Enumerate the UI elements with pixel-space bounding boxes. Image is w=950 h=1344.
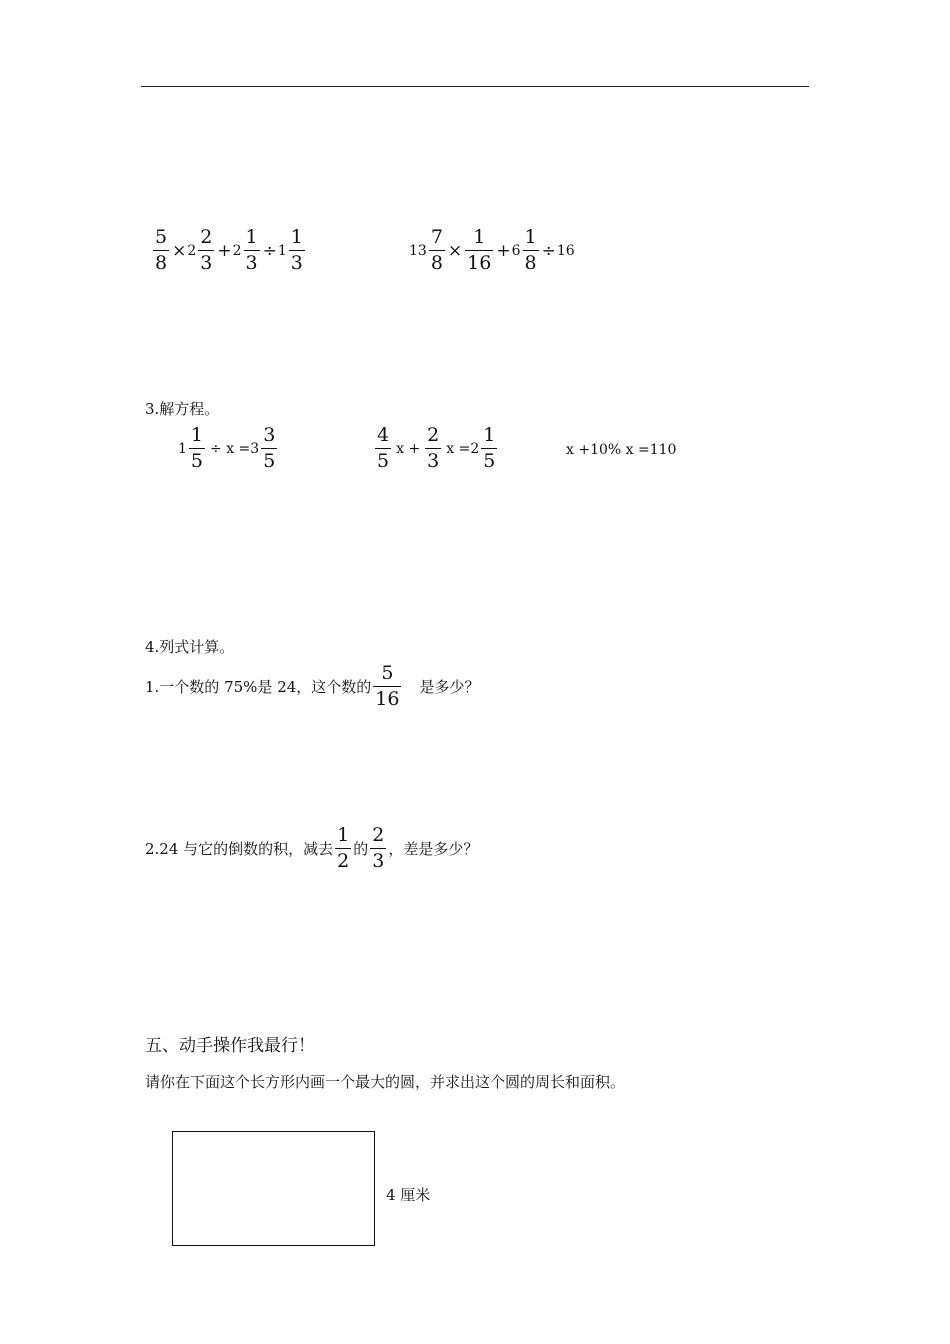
whole-number: 1 — [178, 440, 187, 457]
fraction: $\frac{7}{8}$ — [430, 226, 443, 274]
whole-number: 13 — [409, 242, 427, 259]
fraction: $\frac{2}{3}$ — [372, 824, 385, 872]
equation-1 — [178, 426, 279, 471]
whole-number: 2 — [232, 242, 242, 259]
operator: × — [172, 240, 187, 261]
operator: ÷ — [541, 240, 556, 261]
equation-text: x + — [396, 440, 421, 457]
fraction: $\frac{1}{2}$ — [337, 824, 350, 872]
fraction: $\frac{1}{5}$ — [483, 424, 496, 472]
equations-title: 3.解方程。 — [145, 400, 220, 418]
fraction: $\frac{3}{5}$ — [263, 424, 276, 472]
operator: × — [447, 240, 463, 261]
whole-number: 6 — [511, 242, 521, 259]
fraction: $\frac{1}{8}$ — [524, 226, 537, 274]
question-text: ，差是多少？ — [388, 840, 479, 858]
fraction: $\frac{5}{8}$ — [155, 226, 168, 274]
question-text: 的 — [353, 840, 369, 858]
question-text: 2.24 与它的倒数的积，减去 — [145, 840, 334, 858]
operator: + — [217, 240, 232, 261]
whole-number: 16 — [556, 242, 575, 259]
drawing-rectangle — [172, 1131, 375, 1246]
whole-number: 1 — [277, 242, 287, 259]
question-text: 1.一个数的 75%是 24，这个数的 — [145, 678, 372, 696]
fraction: $\frac{2}{3}$ — [427, 424, 440, 472]
word-problem-2 — [145, 826, 478, 871]
equation-2 — [373, 426, 499, 471]
expression-1 — [151, 228, 307, 273]
equation-3: x +10% x =110 — [566, 442, 677, 458]
fraction: $\frac{1}{3}$ — [245, 226, 258, 274]
whole-number: 2 — [187, 242, 197, 259]
fraction: $\frac{1}{16}$ — [467, 226, 492, 274]
section-5-instruction: 请你在下面这个长方形内画一个最大的圆，并求出这个圆的周长和面积。 — [145, 1073, 626, 1091]
question-text: 是多少？ — [419, 678, 480, 696]
equation-text: ÷ x =3 — [210, 440, 260, 457]
expression-2 — [409, 228, 575, 273]
top-rule — [141, 86, 809, 87]
fraction: $\frac{2}{3}$ — [200, 226, 213, 274]
operator: ÷ — [262, 240, 277, 261]
fraction: $\frac{1}{3}$ — [290, 226, 303, 274]
fraction: $\frac{5}{16}$ — [375, 662, 400, 710]
word-problem-1 — [145, 664, 479, 709]
fraction: $\frac{4}{5}$ — [377, 424, 390, 472]
rectangle-side-label: 4 厘米 — [386, 1186, 431, 1204]
word-problems-title: 4.列式计算。 — [145, 638, 235, 656]
operator: + — [496, 240, 511, 261]
equation-text: x =2 — [446, 440, 480, 457]
fraction: $\frac{1}{5}$ — [190, 424, 204, 472]
section-5-title: 五、动手操作我最行！ — [145, 1036, 315, 1056]
